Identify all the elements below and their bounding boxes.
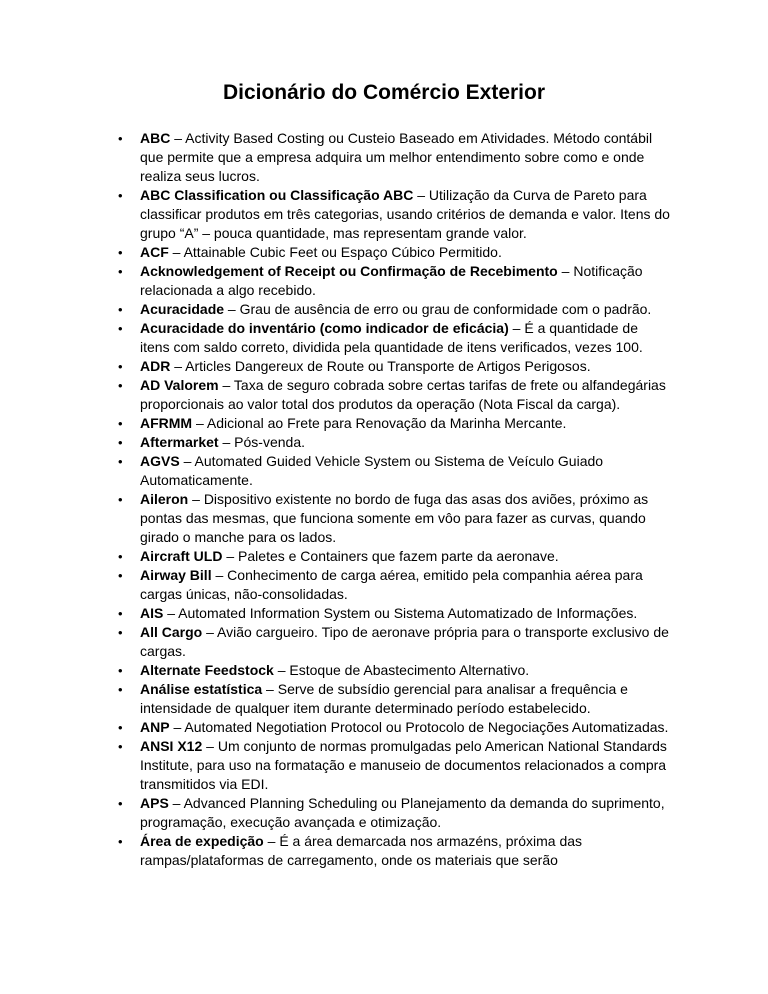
bullet-icon: • bbox=[118, 378, 123, 393]
entry-definition: Estoque de Abastecimento Alternativo. bbox=[289, 662, 530, 678]
entry-definition: É a área demarcada nos armazéns, próxima das rampas/plataformas de carregamento, onde os materiais que serão bbox=[140, 833, 583, 868]
bullet-icon: • bbox=[118, 568, 123, 583]
bullet-icon: • bbox=[118, 682, 123, 697]
list-item bbox=[118, 300, 670, 319]
entry-definition: Automated Negotiation Protocol ou Protocolo de Negociações Automatizadas. bbox=[184, 719, 669, 735]
entry-separator: – bbox=[263, 833, 280, 849]
list-item bbox=[118, 794, 670, 832]
entry-definition: Avião cargueiro. Tipo de aeronave própria para o transporte exclusivo de cargas. bbox=[140, 624, 669, 659]
entry-separator: – bbox=[222, 548, 239, 564]
list-item bbox=[118, 718, 670, 737]
bullet-icon: • bbox=[118, 435, 123, 450]
entry-definition: Notificação relacionada a algo recebido. bbox=[140, 263, 643, 298]
list-item bbox=[118, 547, 670, 566]
entry-term: ABC bbox=[140, 130, 171, 146]
entry-definition: Pós-venda. bbox=[234, 434, 305, 450]
list-item bbox=[118, 832, 670, 870]
glossary-list bbox=[0, 129, 768, 870]
entry-separator: – bbox=[169, 719, 185, 735]
list-item bbox=[118, 623, 670, 661]
entry-definition: Utilização da Curva de Pareto para classificar produtos em três categorias, usando critérios de demanda e valor. Itens do grupo “A” – pouca quantidade, mas representam grande valor. bbox=[140, 187, 670, 241]
entry-term: ANSI X12 bbox=[140, 738, 203, 754]
entry-term: ANP bbox=[140, 719, 170, 735]
entry-definition: Articles Dangereux de Route ou Transporte de Artigos Perigosos. bbox=[185, 358, 591, 374]
entry-term: Acuracidade do inventário (como indicador de eficácia) bbox=[140, 320, 509, 336]
bullet-icon: • bbox=[118, 302, 123, 317]
entry-term: Aftermarket bbox=[140, 434, 219, 450]
entry-separator: – bbox=[202, 624, 218, 640]
entry-term: ABC Classification ou Classificação ABC bbox=[140, 187, 414, 203]
entry-separator: – bbox=[192, 415, 207, 431]
entry-separator: – bbox=[224, 301, 240, 317]
list-item bbox=[118, 604, 670, 623]
bullet-icon: • bbox=[118, 739, 123, 754]
entry-definition: Activity Based Costing ou Custeio Baseado em Atividades. Método contábil que permite que a empresa adquira um melhor entendimento sobre como e onde realiza seus lucros. bbox=[140, 130, 653, 184]
list-item bbox=[118, 661, 670, 680]
entry-term: AIS bbox=[140, 605, 164, 621]
list-item bbox=[118, 186, 670, 243]
entry-definition: Grau de ausência de erro ou grau de conformidade com o padrão. bbox=[239, 301, 652, 317]
entry-separator: – bbox=[218, 377, 234, 393]
entry-term: Aircraft ULD bbox=[140, 548, 223, 564]
entry-separator: – bbox=[170, 358, 186, 374]
entry-definition: Dispositivo existente no bordo de fuga das asas dos aviões, próximo as pontas das mesmas, que funciona somente em vôo para fazer as curvas, quando girado o manche para os lados. bbox=[140, 491, 649, 545]
bullet-icon: • bbox=[118, 492, 123, 507]
entry-definition: Um conjunto de normas promulgadas pelo American National Standards Institute, para uso na formatação e manuseio de documentos relacionados a compra transmitidos via EDI. bbox=[140, 738, 667, 792]
list-item bbox=[118, 566, 670, 604]
entry-term: APS bbox=[140, 795, 169, 811]
entry-separator: – bbox=[202, 738, 218, 754]
entry-term: Alternate Feedstock bbox=[140, 662, 274, 678]
entry-separator: – bbox=[179, 453, 195, 469]
page-title: Dicionário do Comércio Exterior bbox=[222, 81, 546, 104]
entry-term: ADR bbox=[140, 358, 171, 374]
bullet-icon: • bbox=[118, 188, 123, 203]
list-item bbox=[118, 452, 670, 490]
bullet-icon: • bbox=[118, 245, 123, 260]
entry-separator: – bbox=[508, 320, 525, 336]
bullet-icon: • bbox=[118, 720, 123, 735]
list-item bbox=[118, 376, 670, 414]
bullet-icon: • bbox=[118, 834, 123, 849]
entry-definition: Taxa de seguro cobrada sobre certas tarifas de frete ou alfandegárias proporcionais ao valor total dos produtos da operação (Nota Fiscal da carga). bbox=[140, 377, 666, 412]
entry-definition: Adicional ao Frete para Renovação da Marinha Mercante. bbox=[206, 415, 567, 431]
entry-term: All Cargo bbox=[140, 624, 203, 640]
list-item bbox=[118, 243, 670, 262]
list-item bbox=[118, 680, 670, 718]
entry-separator: – bbox=[163, 605, 179, 621]
entry-term: Acuracidade bbox=[140, 301, 225, 317]
entry-term: AGVS bbox=[140, 453, 180, 469]
entry-separator: – bbox=[218, 434, 235, 450]
bullet-icon: • bbox=[118, 321, 123, 336]
entry-definition: Automated Information System ou Sistema Automatizado de Informações. bbox=[178, 605, 638, 621]
list-item bbox=[118, 490, 670, 547]
entry-separator: – bbox=[262, 681, 278, 697]
entry-term: AD Valorem bbox=[140, 377, 219, 393]
entry-term: AFRMM bbox=[140, 415, 193, 431]
list-item bbox=[118, 262, 670, 300]
entry-definition: É a quantidade de itens com saldo correto, dividida pela quantidade de itens verificados, vezes 100. bbox=[140, 320, 643, 355]
entry-term: Análise estatística bbox=[140, 681, 263, 697]
entry-term: Acknowledgement of Receipt ou Confirmação de Recebimento bbox=[140, 263, 558, 279]
bullet-icon: • bbox=[118, 663, 123, 678]
bullet-icon: • bbox=[118, 416, 123, 431]
entry-separator: – bbox=[170, 130, 186, 146]
entry-separator: – bbox=[168, 244, 184, 260]
list-item bbox=[118, 357, 670, 376]
bullet-icon: • bbox=[118, 131, 123, 146]
entry-definition: Paletes e Containers que fazem parte da aeronave. bbox=[238, 548, 559, 564]
entry-term: Área de expedição bbox=[140, 833, 264, 849]
bullet-icon: • bbox=[118, 359, 123, 374]
list-item bbox=[118, 129, 670, 186]
entry-separator: – bbox=[557, 263, 574, 279]
entry-definition: Attainable Cubic Feet ou Espaço Cúbico Permitido. bbox=[183, 244, 502, 260]
bullet-icon: • bbox=[118, 264, 123, 279]
list-item bbox=[118, 414, 670, 433]
bullet-icon: • bbox=[118, 549, 123, 564]
list-item bbox=[118, 737, 670, 794]
entry-separator: – bbox=[188, 491, 204, 507]
entry-term: Aileron bbox=[140, 491, 189, 507]
list-item bbox=[118, 433, 670, 452]
entry-definition: Advanced Planning Scheduling ou Planejamento da demanda do suprimento, programação, execução avançada e otimização. bbox=[140, 795, 665, 830]
bullet-icon: • bbox=[118, 454, 123, 469]
entry-separator: – bbox=[211, 567, 228, 583]
list-item bbox=[118, 319, 670, 357]
entry-term: Airway Bill bbox=[140, 567, 212, 583]
entry-definition: Automated Guided Vehicle System ou Sistema de Veículo Guiado Automaticamente. bbox=[140, 453, 604, 488]
bullet-icon: • bbox=[118, 606, 123, 621]
entry-term: ACF bbox=[140, 244, 169, 260]
entry-definition: Serve de subsídio gerencial para analisar a frequência e intensidade de qualquer item durante determinado período estabelecido. bbox=[140, 681, 628, 716]
entry-separator: – bbox=[168, 795, 184, 811]
bullet-icon: • bbox=[118, 625, 123, 640]
bullet-icon: • bbox=[118, 796, 123, 811]
entry-separator: – bbox=[413, 187, 429, 203]
entry-definition: Conhecimento de carga aérea, emitido pela companhia aérea para cargas únicas, não-consolidadas. bbox=[140, 567, 643, 602]
entry-separator: – bbox=[273, 662, 290, 678]
